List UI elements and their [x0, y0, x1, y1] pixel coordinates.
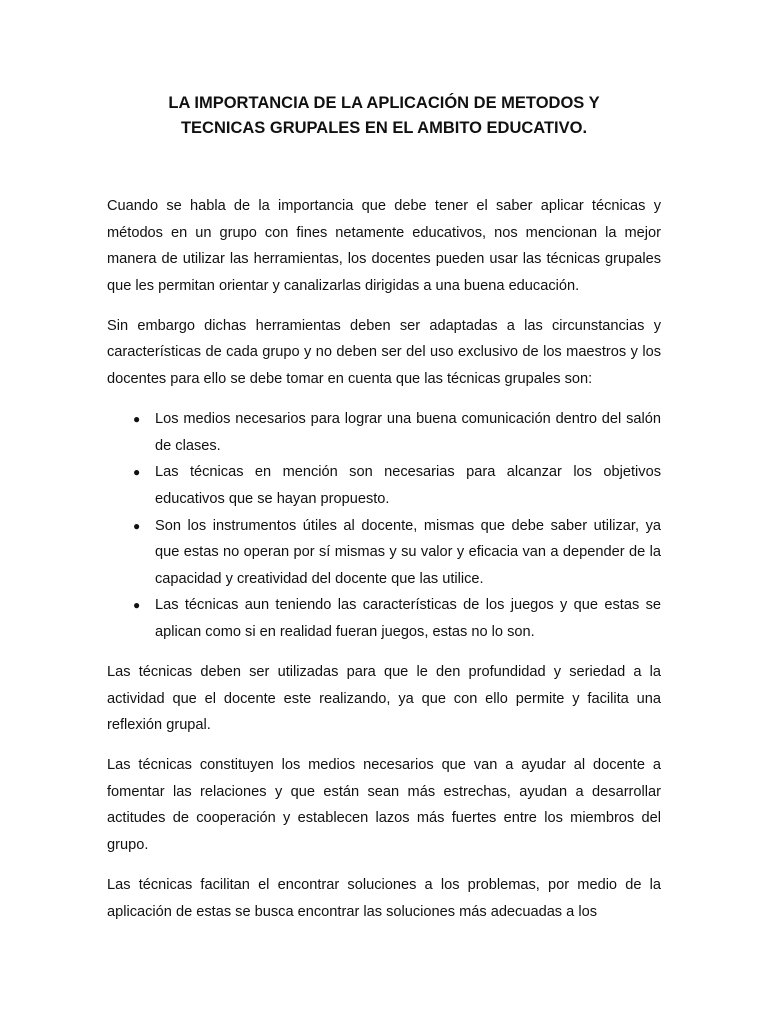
- title-line-1: LA IMPORTANCIA DE LA APLICACIÓN DE METODOS Y: [168, 94, 600, 112]
- paragraph: Las técnicas constituyen los medios necesarios que van a ayudar al docente a fomentar las relaciones y que están sean más estrechas, ayudan a desarrollar actitudes de cooperación y establecen lazos más fuertes entre los miembros del grupo.: [107, 757, 661, 854]
- list-item: [133, 513, 661, 593]
- bullet-icon: ●: [133, 598, 141, 613]
- list-item-text: Son los instrumentos útiles al docente, mismas que debe saber utilizar, ya que estas no operan por sí mismas y su valor y eficacia van a depender de la capacidad y creatividad del docente que las utilice.: [155, 517, 661, 587]
- paragraph: Cuando se habla de la importancia que debe tener el saber aplicar técnicas y métodos en un grupo con fines netamente educativos, nos mencionan la mejor manera de utilizar las herramientas, los docentes pueden usar las técnicas grupales que les permitan orientar y canalizarlas dirigidas a una buena educación.: [107, 198, 661, 294]
- paragraph: Las técnicas deben ser utilizadas para que le den profundidad y seriedad a la actividad que el docente este realizando, ya que con ello permite y facilita una reflexión grupal.: [107, 664, 661, 734]
- bullet-icon: ●: [133, 518, 141, 533]
- list-item: [133, 406, 661, 459]
- document-body: [107, 193, 661, 939]
- list-item: [133, 459, 661, 512]
- list-item-text: Las técnicas en mención son necesarias para alcanzar los objetivos educativos que se hayan propuesto.: [155, 464, 661, 507]
- list-item-text: Los medios necesarios para lograr una buena comunicación dentro del salón de clases.: [155, 411, 661, 454]
- title-line-2: TECNICAS GRUPALES EN EL AMBITO EDUCATIVO.: [180, 119, 588, 137]
- bullet-icon: ●: [133, 412, 141, 427]
- paragraph: Las técnicas facilitan el encontrar soluciones a los problemas, por medio de la aplicación de estas se busca encontrar las soluciones más adecuadas a los: [107, 877, 661, 920]
- document-title: [107, 91, 661, 141]
- paragraph: Sin embargo dichas herramientas deben ser adaptadas a las circunstancias y características de cada grupo y no deben ser del uso exclusivo de los maestros y los docentes para ello se debe tomar en cuenta que las técnicas grupales son:: [107, 317, 661, 388]
- bullet-icon: ●: [133, 465, 141, 480]
- bullet-list: [107, 406, 661, 645]
- list-item-text: Las técnicas aun teniendo las características de los juegos y que estas se aplican como si en realidad fueran juegos, estas no lo son.: [155, 597, 661, 640]
- list-item: [133, 592, 661, 645]
